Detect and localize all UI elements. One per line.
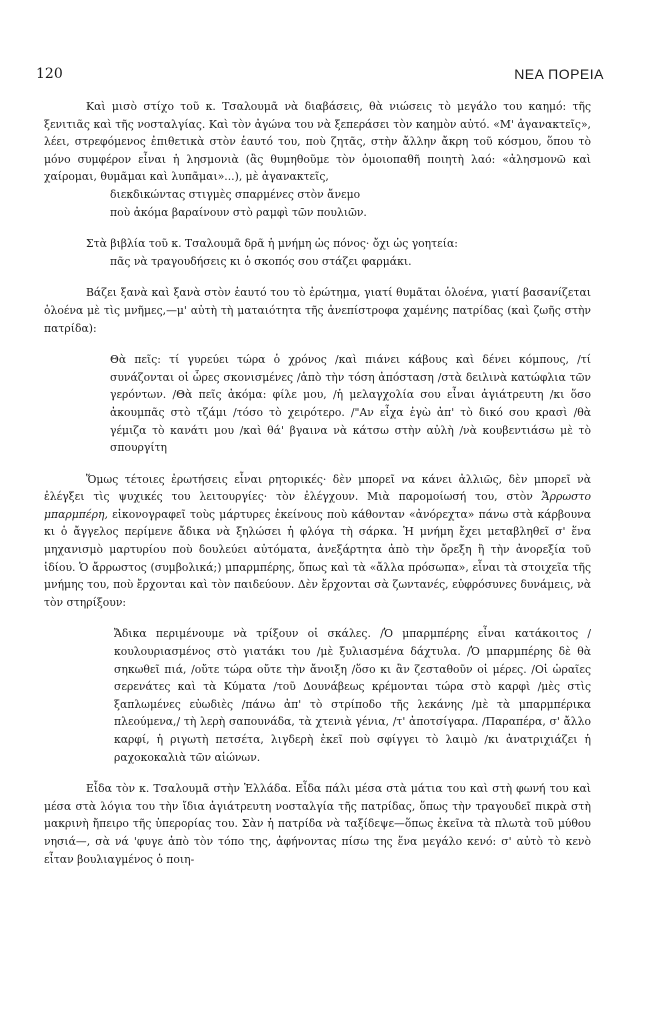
- verse-excerpt-1: [110, 186, 591, 221]
- paragraph-4-lead: Ὅμως τέτοιες ἐρωτήσεις εἶναι ρητορικές· δὲν μπορεῖ να κάνει ἀλλιῶς, δὲν μπορεῖ νὰ ἐλέγξει τὶς ψυχικές του λειτουργίες· τὸν ἐλέγχουν. Μιὰ παρομοίωσή του, στὸν: [44, 472, 591, 504]
- page-header: [36, 66, 604, 86]
- paragraph-4-rest: εἰκονογραφεῖ τοὺς μάρτυρες ἐκείνους ποὺ κάθονταν «ἀνόρεχτα» πάνω στὰ κάρβουνα κι ὁ ἄγγελος περίμενε ἄδικα νὰ ξηλώσει ἡ φλόγα τὴ σάρκα. Ἡ μνήμη ἔχει μεταβληθεῖ σ' ἕνα μηχανισμὸ μαρτυρίου ποὺ δουλεύει αὐτόματα, ἀνεξάρτητα ἀπὸ τὴν ὄρεξη ἢ τὴν ἀνορεξία τοῦ ἰδίου. Ὁ ἄρρωστος (συμβολικά;) μπαρμπέρης, ὅπως καὶ τὰ «ἄλλα πρόσωπα», εἶναι τὰ στοιχεῖα τῆς μνήμης του, ποὺ ἔρχονται καὶ τὸν παιδεύουν. Δὲν ἔρχονται σὰ ζωντανές, εὐφρόσυνες δυνάμεις, νὰ τὸν στηρίξουν:: [44, 507, 591, 609]
- paragraph-2: Στὰ βιβλία τοῦ κ. Τσαλουμᾶ δρᾶ ἡ μνήμη ὡς πόνος· ὄχι ὡς γοητεία:: [86, 237, 458, 251]
- page-number: 120: [36, 66, 63, 82]
- paragraph-1: Καὶ μισὸ στίχο τοῦ κ. Τσαλουμᾶ νὰ διαβάσεις, θὰ νιώσεις τὸ μεγάλο του καημό: τῆς ξενιτιᾶς καὶ τῆς νοσταλγίας. Καὶ τὸν ἀγώνα του νὰ ξεπεράσει τὸν καημὸν αὐτό. «Μ' ἀγανακτεῖς», λέει, στρεφόμενος ἐπιθετικὰ στὸν ἑαυτό του, ποὺ ζητᾶς, στὴν ἄλλην ἄκρη τοῦ κόσμου, ὅπου τὸ μόνο συμφέρον εἶναι ἡ λησμονιὰ (ἂς θυμηθοῦμε τὸν ὁμοιοπαθῆ ποιητὴ λαό: «ἀλησμονῶ καὶ χαίρομαι, θυμᾶμαι καὶ λυπᾶμαι»...), μὲ ἀγανακτεῖς,: [44, 100, 591, 184]
- verse-line: πᾶς νὰ τραγουδήσεις κι ὁ σκοπός σου στάζει φαρμάκι.: [110, 254, 412, 268]
- paragraph-4: [44, 471, 591, 612]
- poem-quote-1: Θὰ πεῖς: τί γυρεύει τώρα ὁ χρόνος /καὶ πιάνει κάβους καὶ δένει κόμπους, /τί συνάζονται οἱ ὧρες σκονισμένες /ἀπὸ τὴν τόση ἀπόσταση /στὰ δειλινὰ κατώφλια τῶν γερόντων. /Θὰ πεῖς ἀκόμα: φίλε μου, /ἡ μελαγχολία σου εἶναι ἀγιάτρευτη /κι ὅσο ἀκουμπᾶς στὸ τζάμι /τόσο τὸ χειρότερο. /"Αν εἶχα ἐγὼ ἀπ' τὸ δικό σου κρασὶ /θὰ γέμιζα τὸ κανάτι μου /καὶ θά' βγαινα νὰ κάτσω στὴν αὐλὴ /νὰ κουβεντιάσω μὲ τὸ σπουργίτη: [110, 353, 591, 455]
- poem-title: Ἄρρωστο μπαρμπέρη,: [44, 490, 591, 521]
- poem-quote-2: Ἄδικα περιμένουμε νὰ τρίξουν οἱ σκάλες. /Ὁ μπαρμπέρης εἶναι κατάκοιτος /κουλουριασμένος στὸ γιατάκι του /μὲ ξυλιασμένα δάχτυλα. /Ὁ μπαρμπέρης δὲ θὰ σηκωθεῖ πιά, /οὔτε τώρα οὔτε τὴν ἄνοιξη /ὅσο κι ἂν ζεσταθοῦν οἱ μέρες. /Οἱ ὡραῖες σερενάτες καὶ τὰ Κύματα /τοῦ Δουνάβεως κρέμονται τώρα στὸ καρφὶ /μὲς στὶς ξαπλωμένες εὐωδιὲς /πάνω ἀπ' τὸ στρίποδο τῆς λεκάνης /μὲ τὰ μπαρμπέρικα πλεούμενα,/ τὴ λερὴ σαπουνάδα, τὰ χτενιὰ γένια, /τ' ἀποτσίγαρα. /Παραπέρα, σ' ἄλλο καρφί, ἡ ριγωτὴ πετσέτα, λιγδερὴ ἐκεῖ ποὺ σφίγγει τὸ λαιμὸ /κι ἀνατριχιάζει ἡ ραχοκοκαλιὰ τῶν αἰώνων.: [114, 627, 591, 764]
- verse-line: ποὺ ἀκόμα βαραίνουν στὸ ραμφὶ τῶν πουλιῶν.: [110, 205, 367, 219]
- running-head: ΝΕΑ ΠΟΡΕΙΑ: [514, 66, 604, 82]
- verse-line: διεκδικώντας στιγμὲς σπαρμένες στὸν ἄνεμο: [110, 187, 361, 201]
- paragraph-5: Εἶδα τὸν κ. Τσαλουμᾶ στὴν Ἑλλάδα. Εἶδα πάλι μέσα στὰ μάτια του καὶ στὴ φωνή του καὶ μέσα στὰ λόγια του τὴν ἴδια ἀγιάτρευτη νοσταλγία τῆς πατρίδας, ὅπως τὴν τραγουδεῖ πικρὰ στὴ μακρινὴ ἤπειρο τῆς ὑπερορίας του. Σὰν ἡ πατρίδα νὰ ταξίδεψε—ὅπως ἐκεῖνα τὰ πλωτὰ τοῦ μύθου νησιά—, σὰ νά 'φυγε ἀπὸ τὸν τόπο της, ἀφήνοντας πίσω της ἕνα μεγάλο κενό: σ' αὐτὸ τὸ κενὸ εἶταν βουλιαγμένος ὁ ποιη-: [44, 782, 591, 866]
- verse-excerpt-2: [110, 253, 591, 271]
- paragraph-3: Βάζει ξανὰ καὶ ξανὰ στὸν ἑαυτό του τὸ ἐρώτημα, γιατί θυμᾶται ὁλοένα, γιατί βασανίζεται ὁλοένα μὲ τὶς μνῆμες,—μ' αὐτὴ τὴ ματαιότητα τῆς ἀνεπίστροφα χαμένης πατρίδας (καὶ ζωῆς στὴν πατρίδα):: [44, 286, 591, 335]
- article-body: [44, 98, 591, 868]
